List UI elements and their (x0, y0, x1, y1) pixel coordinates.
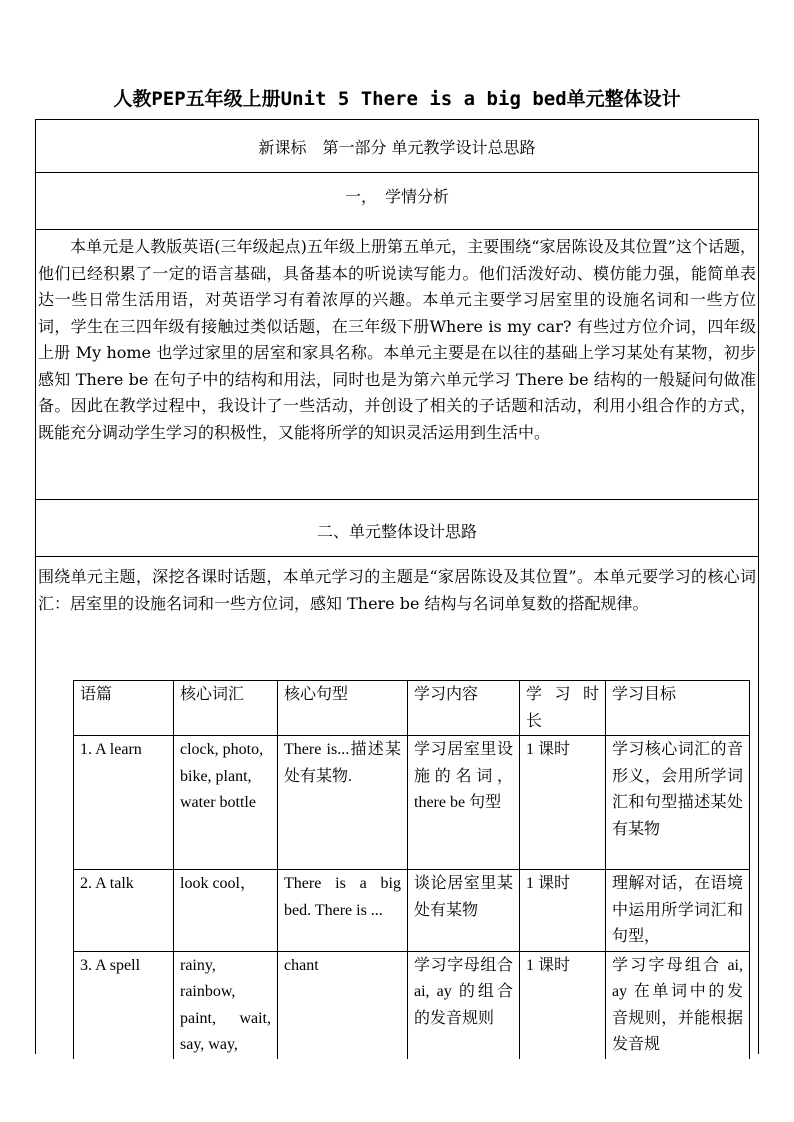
table-row (74, 951, 750, 1059)
divider (36, 229, 758, 230)
table-cell: 1 课时 (520, 736, 606, 870)
table-cell: 1. A learn (74, 736, 174, 870)
table-cell: 1 课时 (520, 951, 606, 1059)
header-title: 新课标 第一部分 单元教学设计总思路 (258, 138, 536, 157)
table-row (74, 870, 750, 952)
table-cell: 学习字母组合 ai, ay 的组合的发音规则 (408, 951, 520, 1059)
table-header-cell: 核心句型 (278, 681, 408, 736)
table-header-cell: 学习内容 (408, 681, 520, 736)
table-header-cell: 学习目标 (606, 681, 750, 736)
table-cell: 2. A talk (74, 870, 174, 952)
table-cell: 1 课时 (520, 870, 606, 952)
table-cell: 3. A spell (74, 951, 174, 1059)
table-cell: There is a big bed. There is ... (278, 870, 408, 952)
table-row (74, 736, 750, 870)
table-header-cell: 语篇 (74, 681, 174, 736)
section1-heading: 一， 学情分析 (344, 187, 449, 206)
table-cell: 学习居室里设施的名词，there be 句型 (408, 736, 520, 870)
divider (36, 499, 758, 500)
table-cell: rainy, rainbow, paint, wait, say, way, (174, 951, 278, 1059)
lesson-table (73, 680, 750, 1059)
table-cell: 谈论居室里某处有某物 (408, 870, 520, 952)
table-cell: clock, photo, bike, plant, water bottle (174, 736, 278, 870)
document-title: 人教PEP五年级上册Unit 5 There is a big bed单元整体设计 (113, 88, 681, 110)
design-frame (35, 119, 759, 1054)
table-cell: 学习核心词汇的音形义，会用所学词汇和句型描述某处有某物 (606, 736, 750, 870)
section2-body: 围绕单元主题，深挖各课时话题，本单元学习的主题是“家居陈设及其位置”。本单元要学习的核心词汇：居室里的设施名词和一些方位词，感知 There be 结构与名词单复数的搭配规律。 (38, 567, 756, 613)
table-header-cell: 核心词汇 (174, 681, 278, 736)
section1-body: 本单元是人教版英语(三年级起点)五年级上册第五单元，主要围绕“家居陈设及其位置”这个话题，他们已经积累了一定的语言基础，具备基本的听说读写能力。他们活泼好动、模仿能力强，能简单表达一些日常生活用语，对英语学习有着浓厚的兴趣。本单元主要学习居室里的设施名词和一些方位词，学生在三四年级有接触过类似话题，在三年级下册Where is my car? 有些过方位介词，四年级上册 My home 也学过家里的居室和家具名称。本单元主要是在以往的基础上学习某处有某物，初步感知 There be 在句子中的结构和用法，同时也是为第六单元学习 There be 结构的一般疑问句做准备。因此在教学过程中，我设计了一些活动，并创设了相关的子话题和活动，利用小组合作的方式，既能充分调动学生学习的积极性，又能将所学的知识灵活运用到生活中。 (38, 237, 756, 442)
divider (36, 172, 758, 173)
table-cell: 学习字母组合 ai, ay 在单词中的发音规则，并能根据发音规 (606, 951, 750, 1059)
table-cell: look cool， (174, 870, 278, 952)
table-cell: There is...描述某处有某物. (278, 736, 408, 870)
table-cell: chant (278, 951, 408, 1059)
table-cell: 理解对话，在语境中运用所学词汇和句型， (606, 870, 750, 952)
divider (36, 556, 758, 557)
table-header-cell: 学 习 时 长 (520, 681, 606, 736)
section2-heading: 二、单元整体设计思路 (316, 522, 477, 541)
table-header-row (74, 681, 750, 736)
